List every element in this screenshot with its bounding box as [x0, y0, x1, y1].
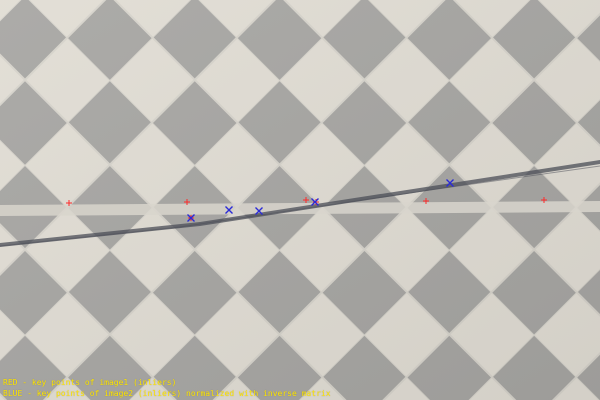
legend-red-text: RED - key points of image1 (inliers) — [3, 378, 177, 387]
legend-blue-text: BLUE - key points of image2 (inliers) normalized with inverse matrix — [3, 389, 331, 398]
